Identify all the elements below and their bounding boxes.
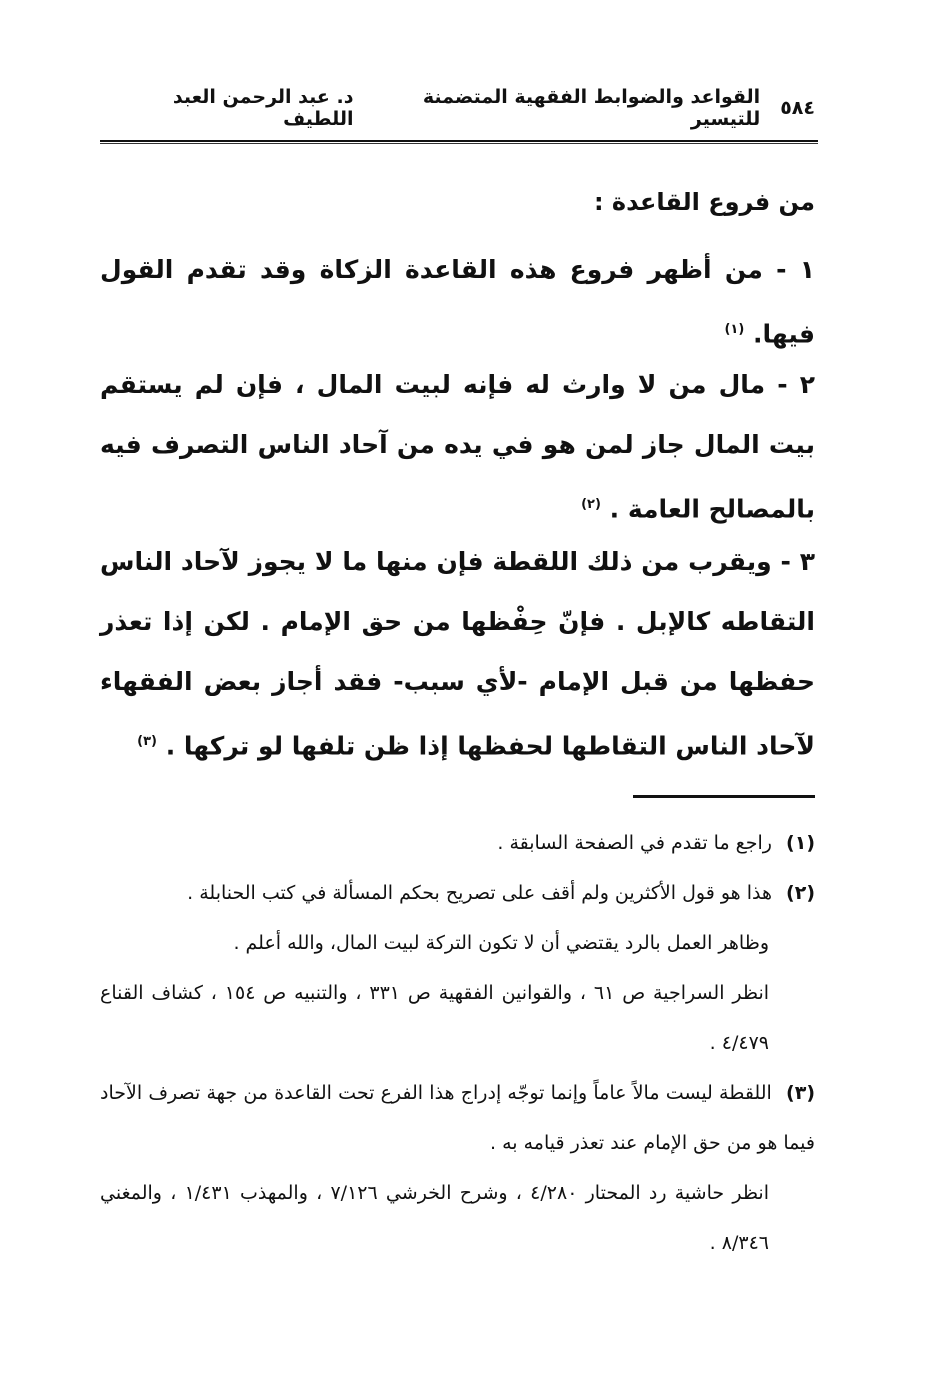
footnote-separator	[633, 795, 815, 798]
footnote-text: انظر حاشية رد المحتار ٤/٢٨٠ ، وشرح الخرشي ٧/١٢٦ ، والمهذب ١/٤٣١ ، والمغني ٨/٣٤٦ .	[100, 1182, 769, 1254]
footnote-2	[100, 868, 815, 918]
paragraph-text: ٢ - مال من لا وارث له فإنه لبيت المال ، فإن لم يستقم بيت المال جاز لمن هو في يده من آحاد الناس التصرف فيه بالمصالح العامة .	[100, 370, 815, 524]
footnote-reference: (١)	[724, 322, 745, 337]
footnote-3-line-2	[100, 1168, 815, 1268]
footnote-marker: (١)	[786, 832, 815, 854]
paragraph-item-3	[100, 532, 815, 776]
author-name: د. عبد الرحمن العبد اللطيف	[172, 86, 354, 130]
footnote-text: انظر السراجية ص ٦١ ، والقوانين الفقهية ص ٣٣١ ، والتنبيه ص ١٥٤ ، كشاف القناع ٤/٤٧٩ .	[100, 982, 770, 1054]
book-title: القواعد والضوابط الفقهية المتضمنة للتيسير	[422, 86, 761, 130]
paragraph-text: ٣ - ويقرب من ذلك اللقطة فإن منها ما لا يجوز لآحاد الناس التقاطه كالإبل . فإنّ حِفْظها من حق الإمام . لكن إذا تعذر حفظها من قبل الإمام -لأي سبب- فقد أجاز بعض الفقهاء لآحاد الناس التقاطها لحفظها إذا ظن تلفها لو تركها .	[100, 547, 815, 761]
footnote-2-line-2	[100, 918, 815, 968]
paragraph-item-2	[100, 355, 815, 539]
footnote-reference: (٢)	[581, 497, 601, 512]
footnote-3	[100, 1068, 815, 1168]
footnote-marker: (٣)	[786, 1082, 815, 1104]
section-title: من فروع القاعدة :	[593, 188, 815, 216]
paragraph-text: ١ - من أظهر فروع هذه القاعدة الزكاة وقد تقدم القول فيها.	[100, 255, 815, 349]
footnote-2-line-3	[100, 968, 815, 1068]
footnote-text: هذا هو قول الأكثرين ولم أقف على تصريح بحكم المسألة في كتب الحنابلة .	[187, 882, 772, 904]
footnote-text: وظاهر العمل بالرد يقتضي أن لا تكون التركة لبيت المال، والله أعلم .	[233, 932, 769, 954]
header-divider	[100, 140, 818, 142]
footnote-reference: (٣)	[137, 734, 157, 749]
footnote-text: اللقطة ليست مالاً عاماً وإنما توجّه إدراج هذا الفرع تحت القاعدة من جهة تصرف الآحاد فيما هو من حق الإمام عند تعذر قيامه به .	[100, 1082, 815, 1154]
page-number: ٥٨٤	[780, 97, 815, 119]
footnote-1	[100, 818, 815, 868]
footnote-marker: (٢)	[786, 882, 815, 904]
footnotes-section	[100, 818, 815, 1268]
paragraph-item-1	[100, 240, 815, 364]
page-header	[100, 88, 815, 128]
header-divider-thin	[100, 143, 818, 144]
footnote-text: راجع ما تقدم في الصفحة السابقة .	[497, 832, 772, 854]
